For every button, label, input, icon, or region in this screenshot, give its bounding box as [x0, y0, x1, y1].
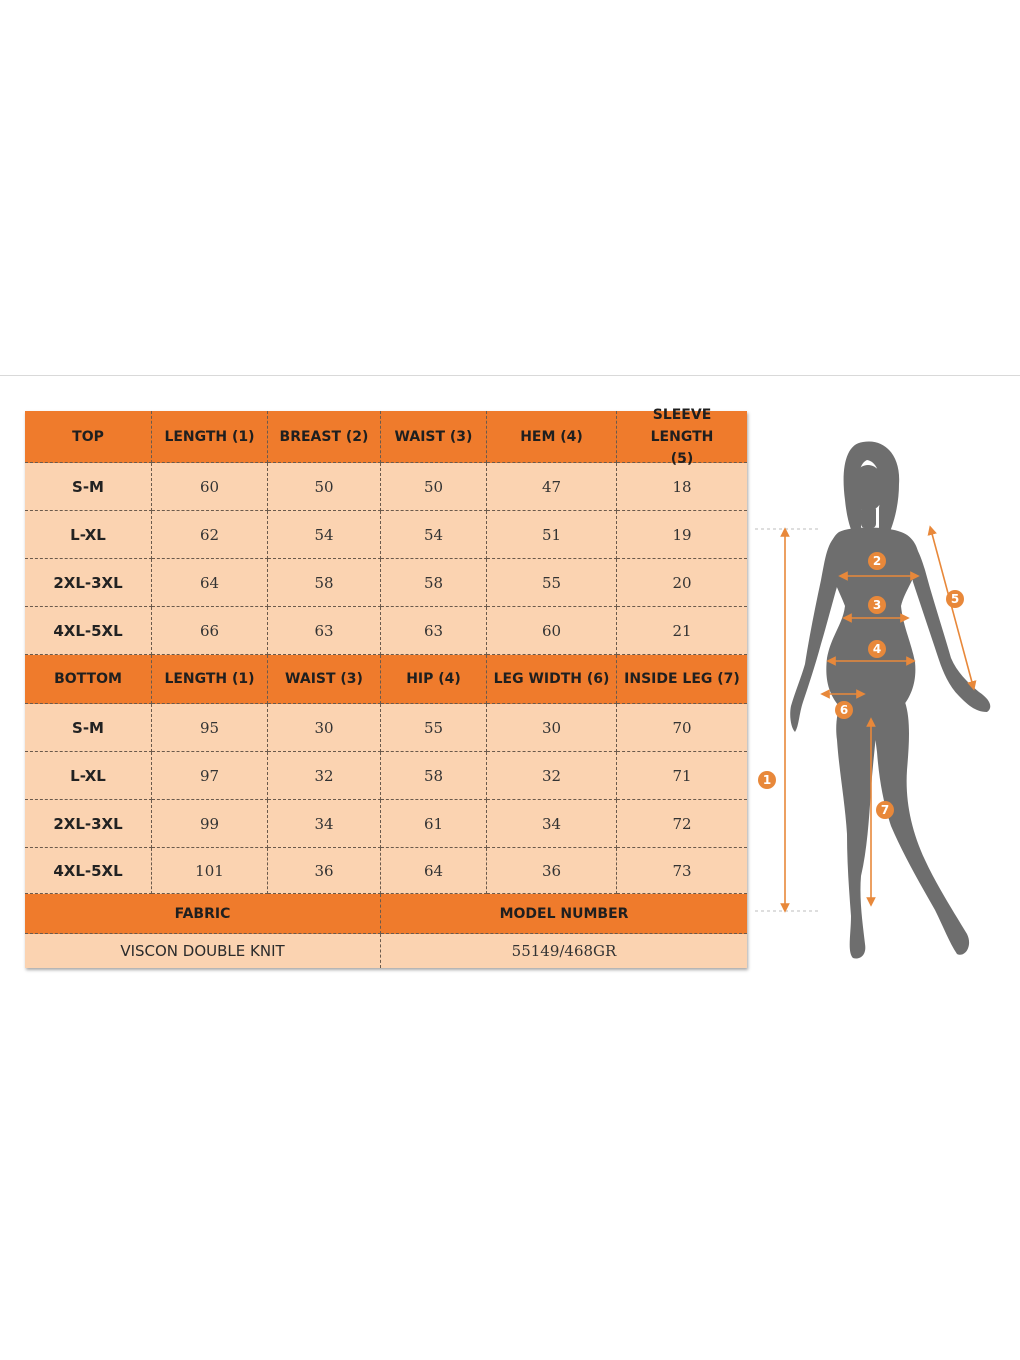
size-label: S-M — [25, 704, 152, 752]
table-cell: 66 — [152, 607, 268, 655]
table-row — [25, 704, 747, 752]
marker-7 — [876, 801, 894, 819]
table-cell: 36 — [268, 848, 381, 894]
table-cell: 72 — [617, 800, 747, 848]
table-cell: 63 — [381, 607, 487, 655]
table-cell: 18 — [617, 463, 747, 511]
table-row — [25, 559, 747, 607]
svg-text:1: 1 — [762, 773, 772, 787]
top-header-hem: HEM (4) — [487, 411, 617, 463]
size-label: 2XL-3XL — [25, 559, 152, 607]
svg-text:6: 6 — [839, 703, 849, 717]
table-cell: 50 — [381, 463, 487, 511]
marker-2 — [868, 552, 886, 570]
table-cell: 19 — [617, 511, 747, 559]
table-cell: 32 — [487, 752, 617, 800]
svg-text:7: 7 — [880, 803, 890, 817]
top-header-waist: WAIST (3) — [381, 411, 487, 463]
size-chart-table — [25, 406, 747, 968]
top-header-row — [25, 406, 747, 467]
marker-5 — [946, 590, 964, 608]
table-cell: 97 — [152, 752, 268, 800]
page-divider — [0, 375, 1020, 376]
table-cell: 60 — [152, 463, 268, 511]
table-cell: 73 — [617, 848, 747, 894]
svg-text:4: 4 — [872, 642, 882, 656]
silhouette-illustration — [755, 430, 1015, 970]
bottom-header-bottom: BOTTOM — [25, 655, 152, 704]
table-cell: 58 — [381, 752, 487, 800]
table-cell: 36 — [487, 848, 617, 894]
size-label: S-M — [25, 463, 152, 511]
table-cell: 20 — [617, 559, 747, 607]
fabric-label: FABRIC — [25, 894, 381, 934]
marker-1 — [758, 771, 776, 789]
table-row — [25, 800, 747, 848]
table-cell: 63 — [268, 607, 381, 655]
table-cell: 50 — [268, 463, 381, 511]
table-cell: 34 — [268, 800, 381, 848]
model-number-value: 55149/468GR — [511, 942, 617, 960]
marker-3 — [868, 596, 886, 614]
bottom-header-row — [25, 655, 747, 704]
size-label: 4XL-5XL — [25, 607, 152, 655]
table-row — [25, 848, 747, 894]
size-label: 4XL-5XL — [25, 848, 152, 894]
footer-value-row — [25, 934, 747, 968]
table-cell: 34 — [487, 800, 617, 848]
table-cell: 64 — [152, 559, 268, 607]
fabric-value: VISCON DOUBLE KNIT — [25, 934, 381, 968]
bottom-header-waist: WAIST (3) — [268, 655, 381, 704]
bottom-header-leg-width: LEG WIDTH (6) — [487, 655, 617, 704]
table-row — [25, 607, 747, 655]
table-cell: 61 — [381, 800, 487, 848]
table-row — [25, 752, 747, 800]
table-cell: 58 — [381, 559, 487, 607]
bottom-header-length: LENGTH (1) — [152, 655, 268, 704]
table-cell: 30 — [268, 704, 381, 752]
bottom-header-inside-leg: INSIDE LEG (7) — [617, 655, 747, 704]
table-row — [25, 463, 747, 511]
table-cell: 95 — [152, 704, 268, 752]
table-cell: 71 — [617, 752, 747, 800]
table-cell: 101 — [152, 848, 268, 894]
table-cell: 54 — [268, 511, 381, 559]
table-cell: 99 — [152, 800, 268, 848]
table-cell: 62 — [152, 511, 268, 559]
table-row — [25, 511, 747, 559]
table-cell: 54 — [381, 511, 487, 559]
top-header-length: LENGTH (1) — [152, 411, 268, 463]
table-cell: 47 — [487, 463, 617, 511]
marker-4 — [868, 640, 886, 658]
table-cell: 70 — [617, 704, 747, 752]
top-header-top: TOP — [25, 411, 152, 463]
table-cell: 60 — [487, 607, 617, 655]
table-cell: 55 — [381, 704, 487, 752]
top-header-sleeve-length: SLEEVE LENGTH (5) — [617, 411, 747, 463]
svg-text:2: 2 — [872, 554, 882, 568]
svg-text:5: 5 — [950, 592, 960, 606]
bottom-header-hip: HIP (4) — [381, 655, 487, 704]
table-cell: 30 — [487, 704, 617, 752]
woman-silhouette — [790, 441, 990, 958]
table-cell: 58 — [268, 559, 381, 607]
body-measurement-figure — [755, 430, 1015, 970]
marker-6 — [835, 701, 853, 719]
table-cell: 51 — [487, 511, 617, 559]
size-label: 2XL-3XL — [25, 800, 152, 848]
size-label: L-XL — [25, 511, 152, 559]
svg-text:3: 3 — [872, 598, 882, 612]
footer-header-row — [25, 894, 747, 934]
top-header-breast: BREAST (2) — [268, 411, 381, 463]
table-cell: 21 — [617, 607, 747, 655]
model-number-label: MODEL NUMBER — [381, 894, 747, 934]
table-cell: 32 — [268, 752, 381, 800]
table-cell: 64 — [381, 848, 487, 894]
size-label: L-XL — [25, 752, 152, 800]
table-cell: 55 — [487, 559, 617, 607]
